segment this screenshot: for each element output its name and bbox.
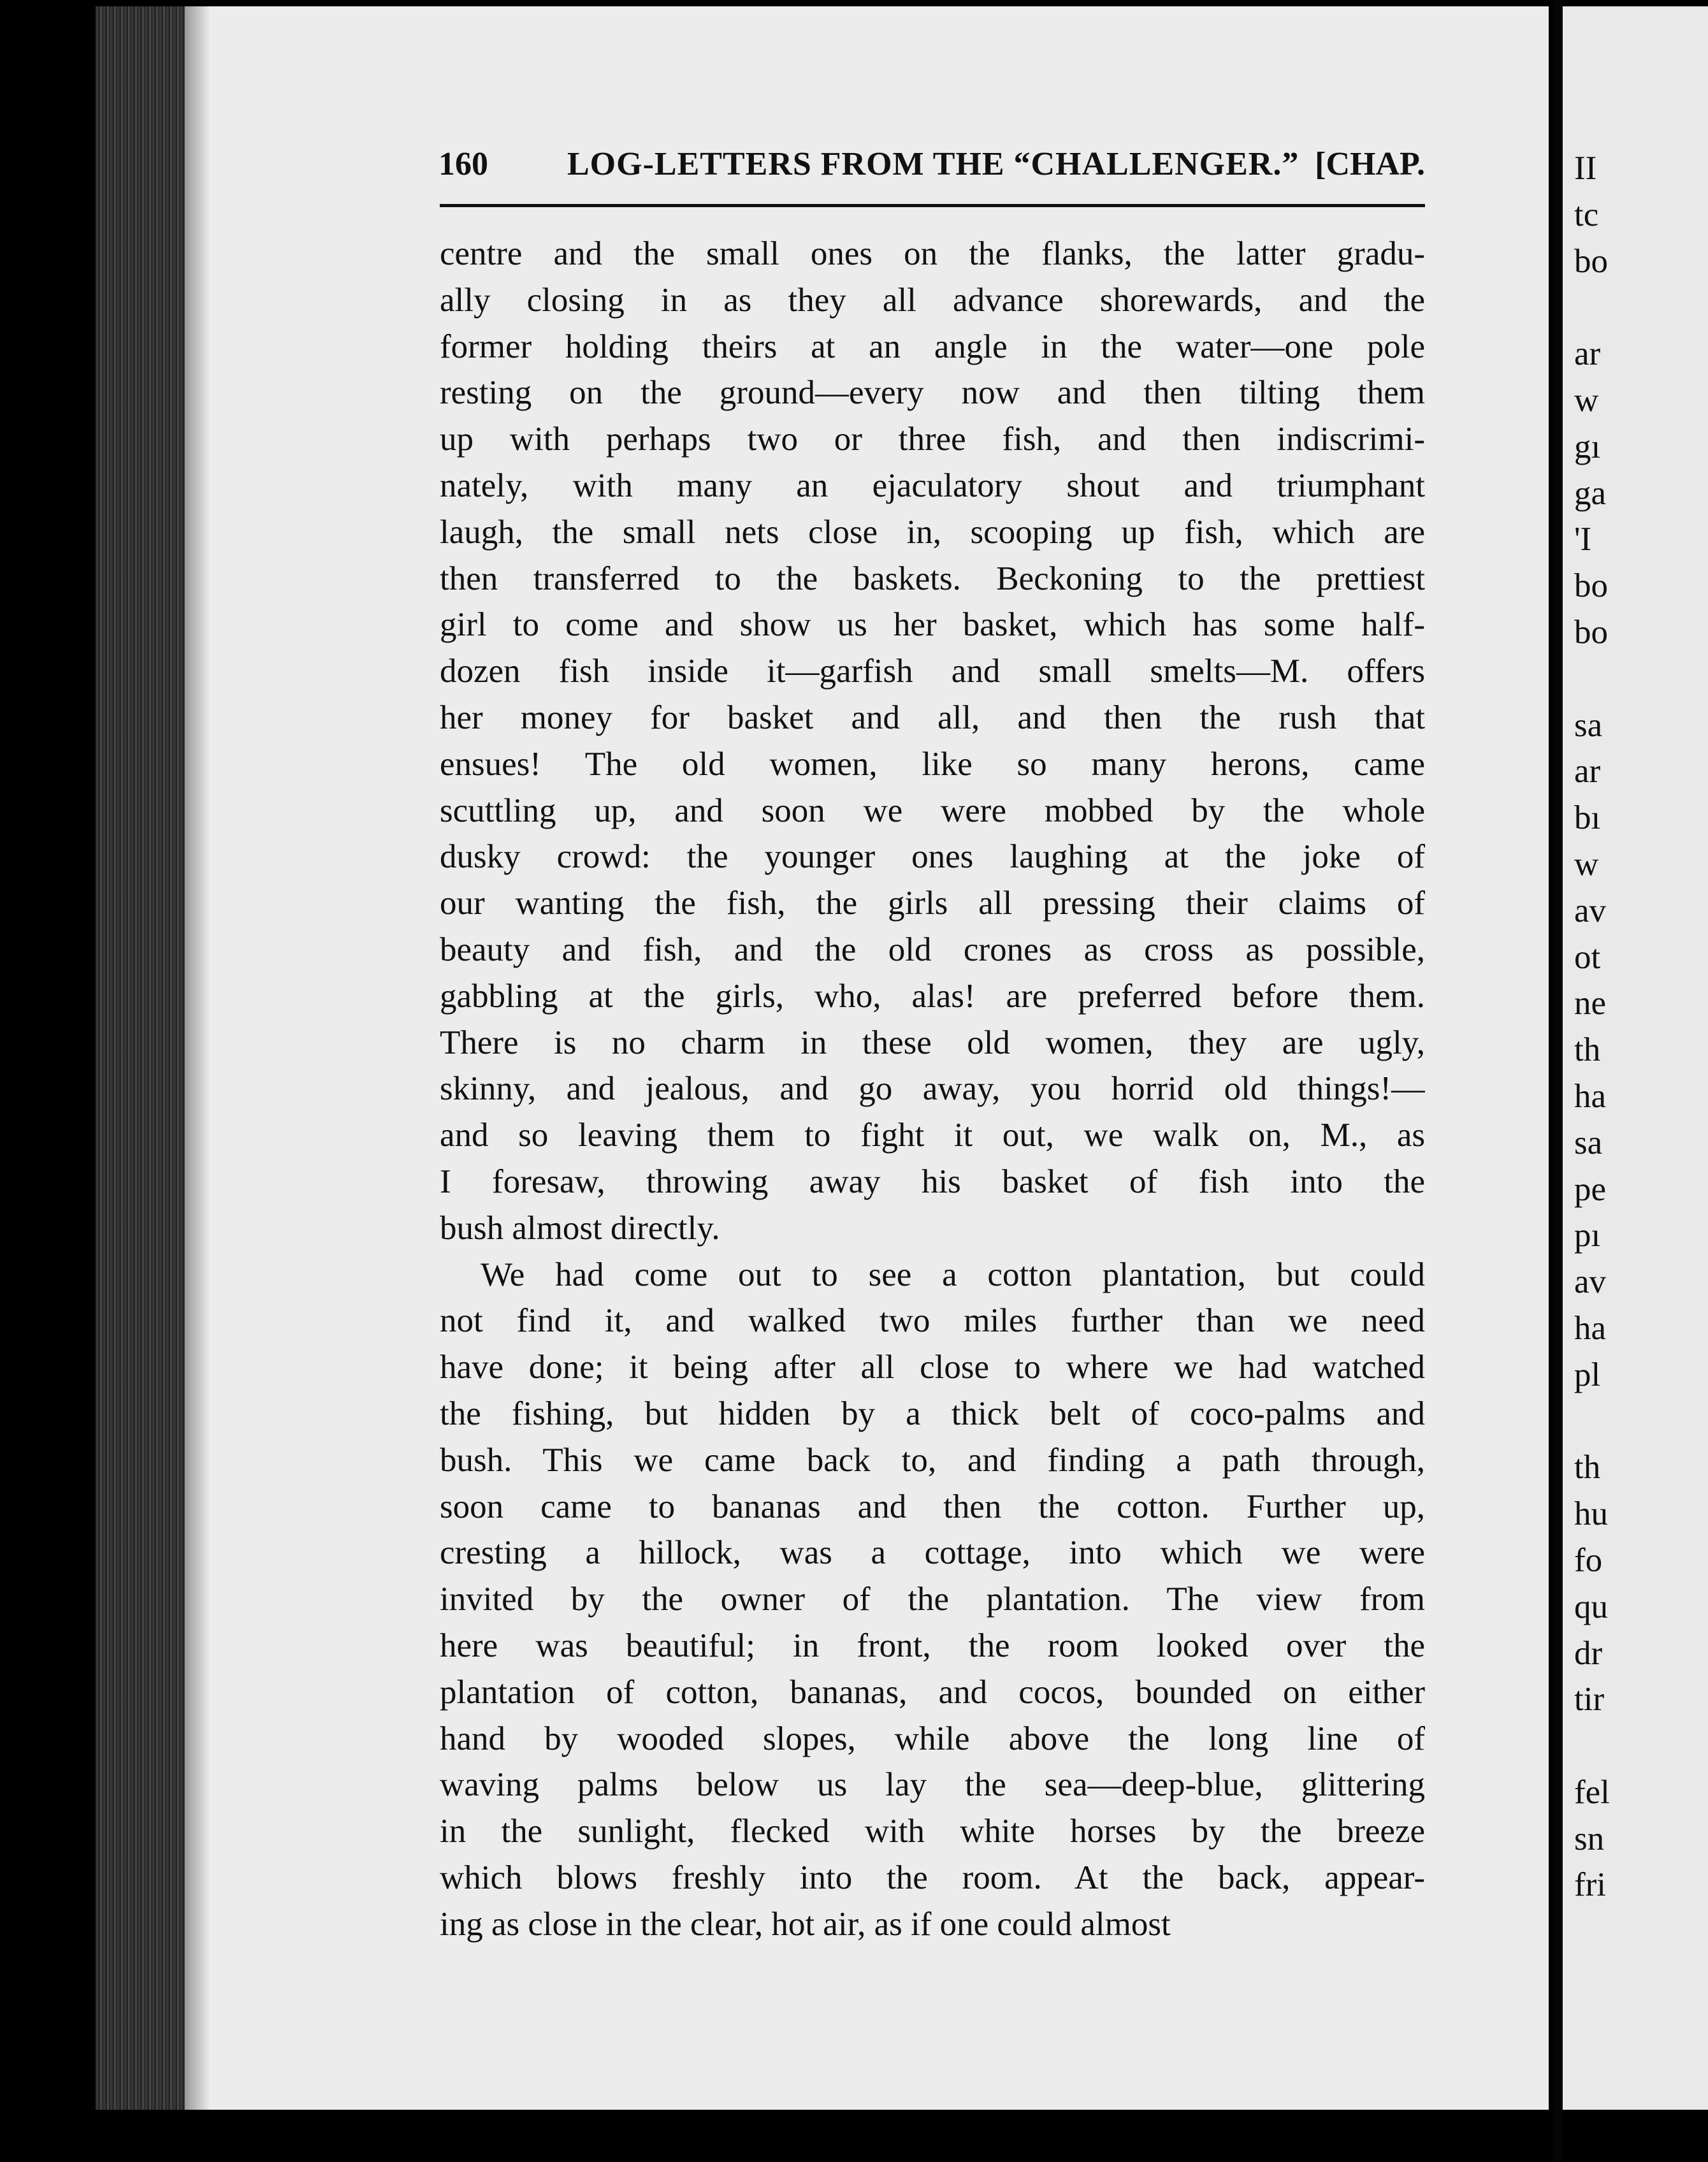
text-line: her money for basket and all, and then the rush that — [440, 699, 1425, 736]
text-line: centre and the small ones on the flanks, the latter gradu- — [440, 235, 1425, 272]
adjacent-line-fragment: II — [1574, 150, 1597, 187]
text-line: ensues! The old women, like so many herons, came — [440, 745, 1425, 783]
book-page-edges — [96, 6, 198, 2110]
adjacent-line-fragment: pe — [1574, 1170, 1607, 1208]
adjacent-line-fragment: th — [1574, 1031, 1601, 1069]
text-line: There is no charm in these old women, they are ugly, — [440, 1024, 1425, 1061]
adjacent-line-fragment: hu — [1574, 1495, 1608, 1533]
text-line: We had come out to see a cotton plantation, but could — [481, 1256, 1425, 1293]
adjacent-line-fragment: ar — [1574, 753, 1601, 790]
adjacent-line-fragment: bo — [1574, 613, 1608, 651]
text-line: girl to come and show us her basket, which has some half- — [440, 606, 1425, 644]
adjacent-line-fragment: tir — [1574, 1681, 1605, 1718]
text-line: invited by the owner of the plantation. The view from — [440, 1581, 1425, 1618]
text-line: former holding theirs at an angle in the water—one pole — [440, 328, 1425, 365]
adjacent-line-fragment: av — [1574, 1263, 1607, 1301]
paragraph — [440, 1252, 1425, 1948]
adjacent-line-fragment: pı — [1574, 1217, 1601, 1254]
text-line: bush. This we came back to, and finding a path through, — [440, 1441, 1425, 1479]
adjacent-line-fragment: fri — [1574, 1866, 1607, 1904]
text-line: waving palms below us lay the sea—deep-blue, glittering — [440, 1766, 1425, 1804]
adjacent-line-fragment — [1574, 656, 1708, 702]
text-line: laugh, the small nets close in, scooping up fish, which are — [440, 513, 1425, 551]
text-line: skinny, and jealous, and go away, you horrid old things!— — [440, 1070, 1425, 1108]
text-line: in the sunlight, flecked with white horses by the breeze — [440, 1813, 1425, 1850]
adjacent-line-fragment: w — [1574, 381, 1599, 419]
adjacent-line-fragment: pl — [1574, 1356, 1601, 1393]
text-line: bush almost directly. — [440, 1209, 720, 1247]
text-line: have done; it being after all close to where we had watched — [440, 1349, 1425, 1386]
text-line: ally closing in as they all advance shorewards, and the — [440, 281, 1425, 319]
adjacent-line-fragment: bı — [1574, 799, 1601, 837]
adjacent-line-fragment: sn — [1574, 1820, 1605, 1857]
text-line: gabbling at the girls, who, alas! are preferred before them. — [440, 977, 1425, 1015]
adjacent-line-fragment: bo — [1574, 567, 1608, 605]
adjacent-page-text — [1574, 145, 1708, 1908]
gutter-shadow — [185, 6, 210, 2110]
text-line: hand by wooded slopes, while above the long line of — [440, 1720, 1425, 1757]
adjacent-line-fragment: gı — [1574, 428, 1601, 465]
adjacent-line-fragment: w — [1574, 845, 1599, 883]
adjacent-line-fragment: qu — [1574, 1588, 1608, 1625]
adjacent-line-fragment: ot — [1574, 938, 1601, 976]
adjacent-line-fragment — [1574, 284, 1708, 331]
text-line: resting on the ground—every now and then tilting them — [440, 374, 1425, 412]
text-line: here was beautiful; in front, the room looked over the — [440, 1627, 1425, 1664]
header-rule — [440, 204, 1425, 207]
text-line: up with perhaps two or three fish, and then indiscrimi- — [440, 421, 1425, 458]
body-text — [440, 231, 1425, 1947]
text-line: cresting a hillock, was a cottage, into which we were — [440, 1534, 1425, 1572]
adjacent-line-fragment: ne — [1574, 985, 1607, 1022]
running-head-title: LOG-LETTERS FROM THE “CHALLENGER.” — [567, 146, 1299, 182]
text-line: nately, with many an ejaculatory shout and triumphant — [440, 467, 1425, 504]
paragraph — [440, 231, 1425, 1252]
adjacent-line-fragment: av — [1574, 892, 1607, 929]
adjacent-line-fragment: sa — [1574, 706, 1603, 744]
text-line: beauty and fish, and the old crones as cross as possible, — [440, 931, 1425, 968]
page-number: 160 — [438, 146, 488, 182]
adjacent-line-fragment — [1574, 1723, 1708, 1769]
page-divider — [1554, 0, 1563, 2162]
adjacent-line-fragment: sa — [1574, 1124, 1603, 1161]
running-header — [438, 145, 1425, 196]
text-line: dusky crowd: the younger ones laughing at the joke of — [440, 838, 1425, 876]
adjacent-line-fragment — [1574, 1398, 1708, 1445]
adjacent-line-fragment: th — [1574, 1449, 1601, 1486]
text-line: not find it, and walked two miles further than we need — [440, 1302, 1425, 1340]
text-line: and so leaving them to fight it out, we walk on, M., as — [440, 1117, 1425, 1154]
text-line: which blows freshly into the room. At the back, appear- — [440, 1859, 1425, 1896]
adjacent-line-fragment: bo — [1574, 242, 1608, 280]
adjacent-line-fragment: ha — [1574, 1077, 1607, 1115]
text-line: I foresaw, throwing away his basket of fish into the — [440, 1163, 1425, 1200]
text-line: the fishing, but hidden by a thick belt of coco-palms and — [440, 1395, 1425, 1432]
adjacent-line-fragment: 'I — [1574, 521, 1592, 558]
adjacent-line-fragment: fel — [1574, 1773, 1610, 1811]
adjacent-line-fragment: ar — [1574, 335, 1601, 373]
text-line: plantation of cotton, bananas, and cocos, bounded on either — [440, 1673, 1425, 1711]
adjacent-line-fragment: fo — [1574, 1541, 1603, 1579]
text-line: ing as close in the clear, hot air, as if one could almost — [440, 1905, 1171, 1943]
chapter-mark: [CHAP. — [1315, 146, 1425, 182]
adjacent-line-fragment: ga — [1574, 474, 1607, 512]
adjacent-line-fragment: ha — [1574, 1309, 1607, 1347]
text-line: dozen fish inside it—garfish and small smelts—M. offers — [440, 653, 1425, 690]
adjacent-line-fragment: dr — [1574, 1634, 1603, 1672]
adjacent-line-fragment: tc — [1574, 196, 1599, 233]
text-line: our wanting the fish, the girls all pressing their claims of — [440, 885, 1425, 922]
text-line: soon came to bananas and then the cotton. Further up, — [440, 1488, 1425, 1525]
text-line: scuttling up, and soon we were mobbed by the whole — [440, 792, 1425, 829]
text-line: then transferred to the baskets. Beckoning to the prettiest — [440, 560, 1425, 597]
